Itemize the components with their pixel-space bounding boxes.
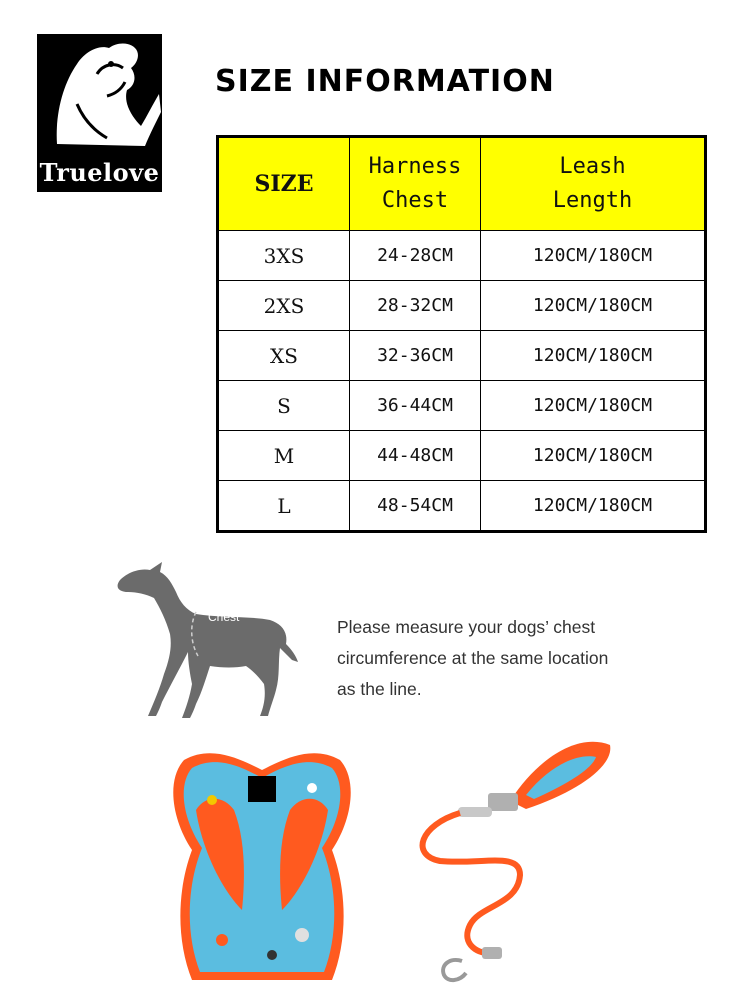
header-size: SIZE <box>218 137 350 231</box>
dog-silhouette-icon <box>110 558 300 723</box>
harness-chest-cell: 48-54CM <box>350 481 481 532</box>
instruction-line: as the line. <box>337 679 422 699</box>
leash-length-cell: 120CM/180CM <box>481 381 706 431</box>
dog-head-logo-icon <box>37 34 162 158</box>
table-row <box>218 331 706 381</box>
instruction-line: Please measure your dogs’ chest <box>337 617 596 637</box>
size-cell: M <box>218 431 350 481</box>
brand-logo <box>37 34 162 192</box>
leash-length-cell: 120CM/180CM <box>481 331 706 381</box>
leash-length-cell: 120CM/180CM <box>481 231 706 281</box>
harness-chest-cell: 44-48CM <box>350 431 481 481</box>
size-cell: L <box>218 481 350 532</box>
table-row <box>218 431 706 481</box>
instruction-line: circumference at the same location <box>337 648 609 668</box>
table-row <box>218 281 706 331</box>
header-harness-chest: Harness Chest <box>350 137 481 231</box>
table-row <box>218 231 706 281</box>
harness-chest-cell: 36-44CM <box>350 381 481 431</box>
brand-name: Truelove <box>39 158 160 187</box>
harness-chest-cell: 24-28CM <box>350 231 481 281</box>
leash-length-cell: 120CM/180CM <box>481 481 706 532</box>
leash-product-image <box>400 735 620 985</box>
leash-length-cell: 120CM/180CM <box>481 431 706 481</box>
measure-instruction <box>337 612 657 705</box>
size-cell: S <box>218 381 350 431</box>
harness-chest-cell: 28-32CM <box>350 281 481 331</box>
harness-chest-cell: 32-36CM <box>350 331 481 381</box>
leash-length-cell: 120CM/180CM <box>481 281 706 331</box>
chest-label: Chest <box>208 610 240 624</box>
size-cell: XS <box>218 331 350 381</box>
table-header-row <box>218 137 706 231</box>
harness-product-image <box>162 740 362 990</box>
table-row <box>218 381 706 431</box>
size-table <box>216 135 707 533</box>
size-cell: 3XS <box>218 231 350 281</box>
page-title: SIZE INFORMATION <box>215 64 555 99</box>
table-row <box>218 481 706 532</box>
size-cell: 2XS <box>218 281 350 331</box>
header-leash-length: Leash Length <box>481 137 706 231</box>
